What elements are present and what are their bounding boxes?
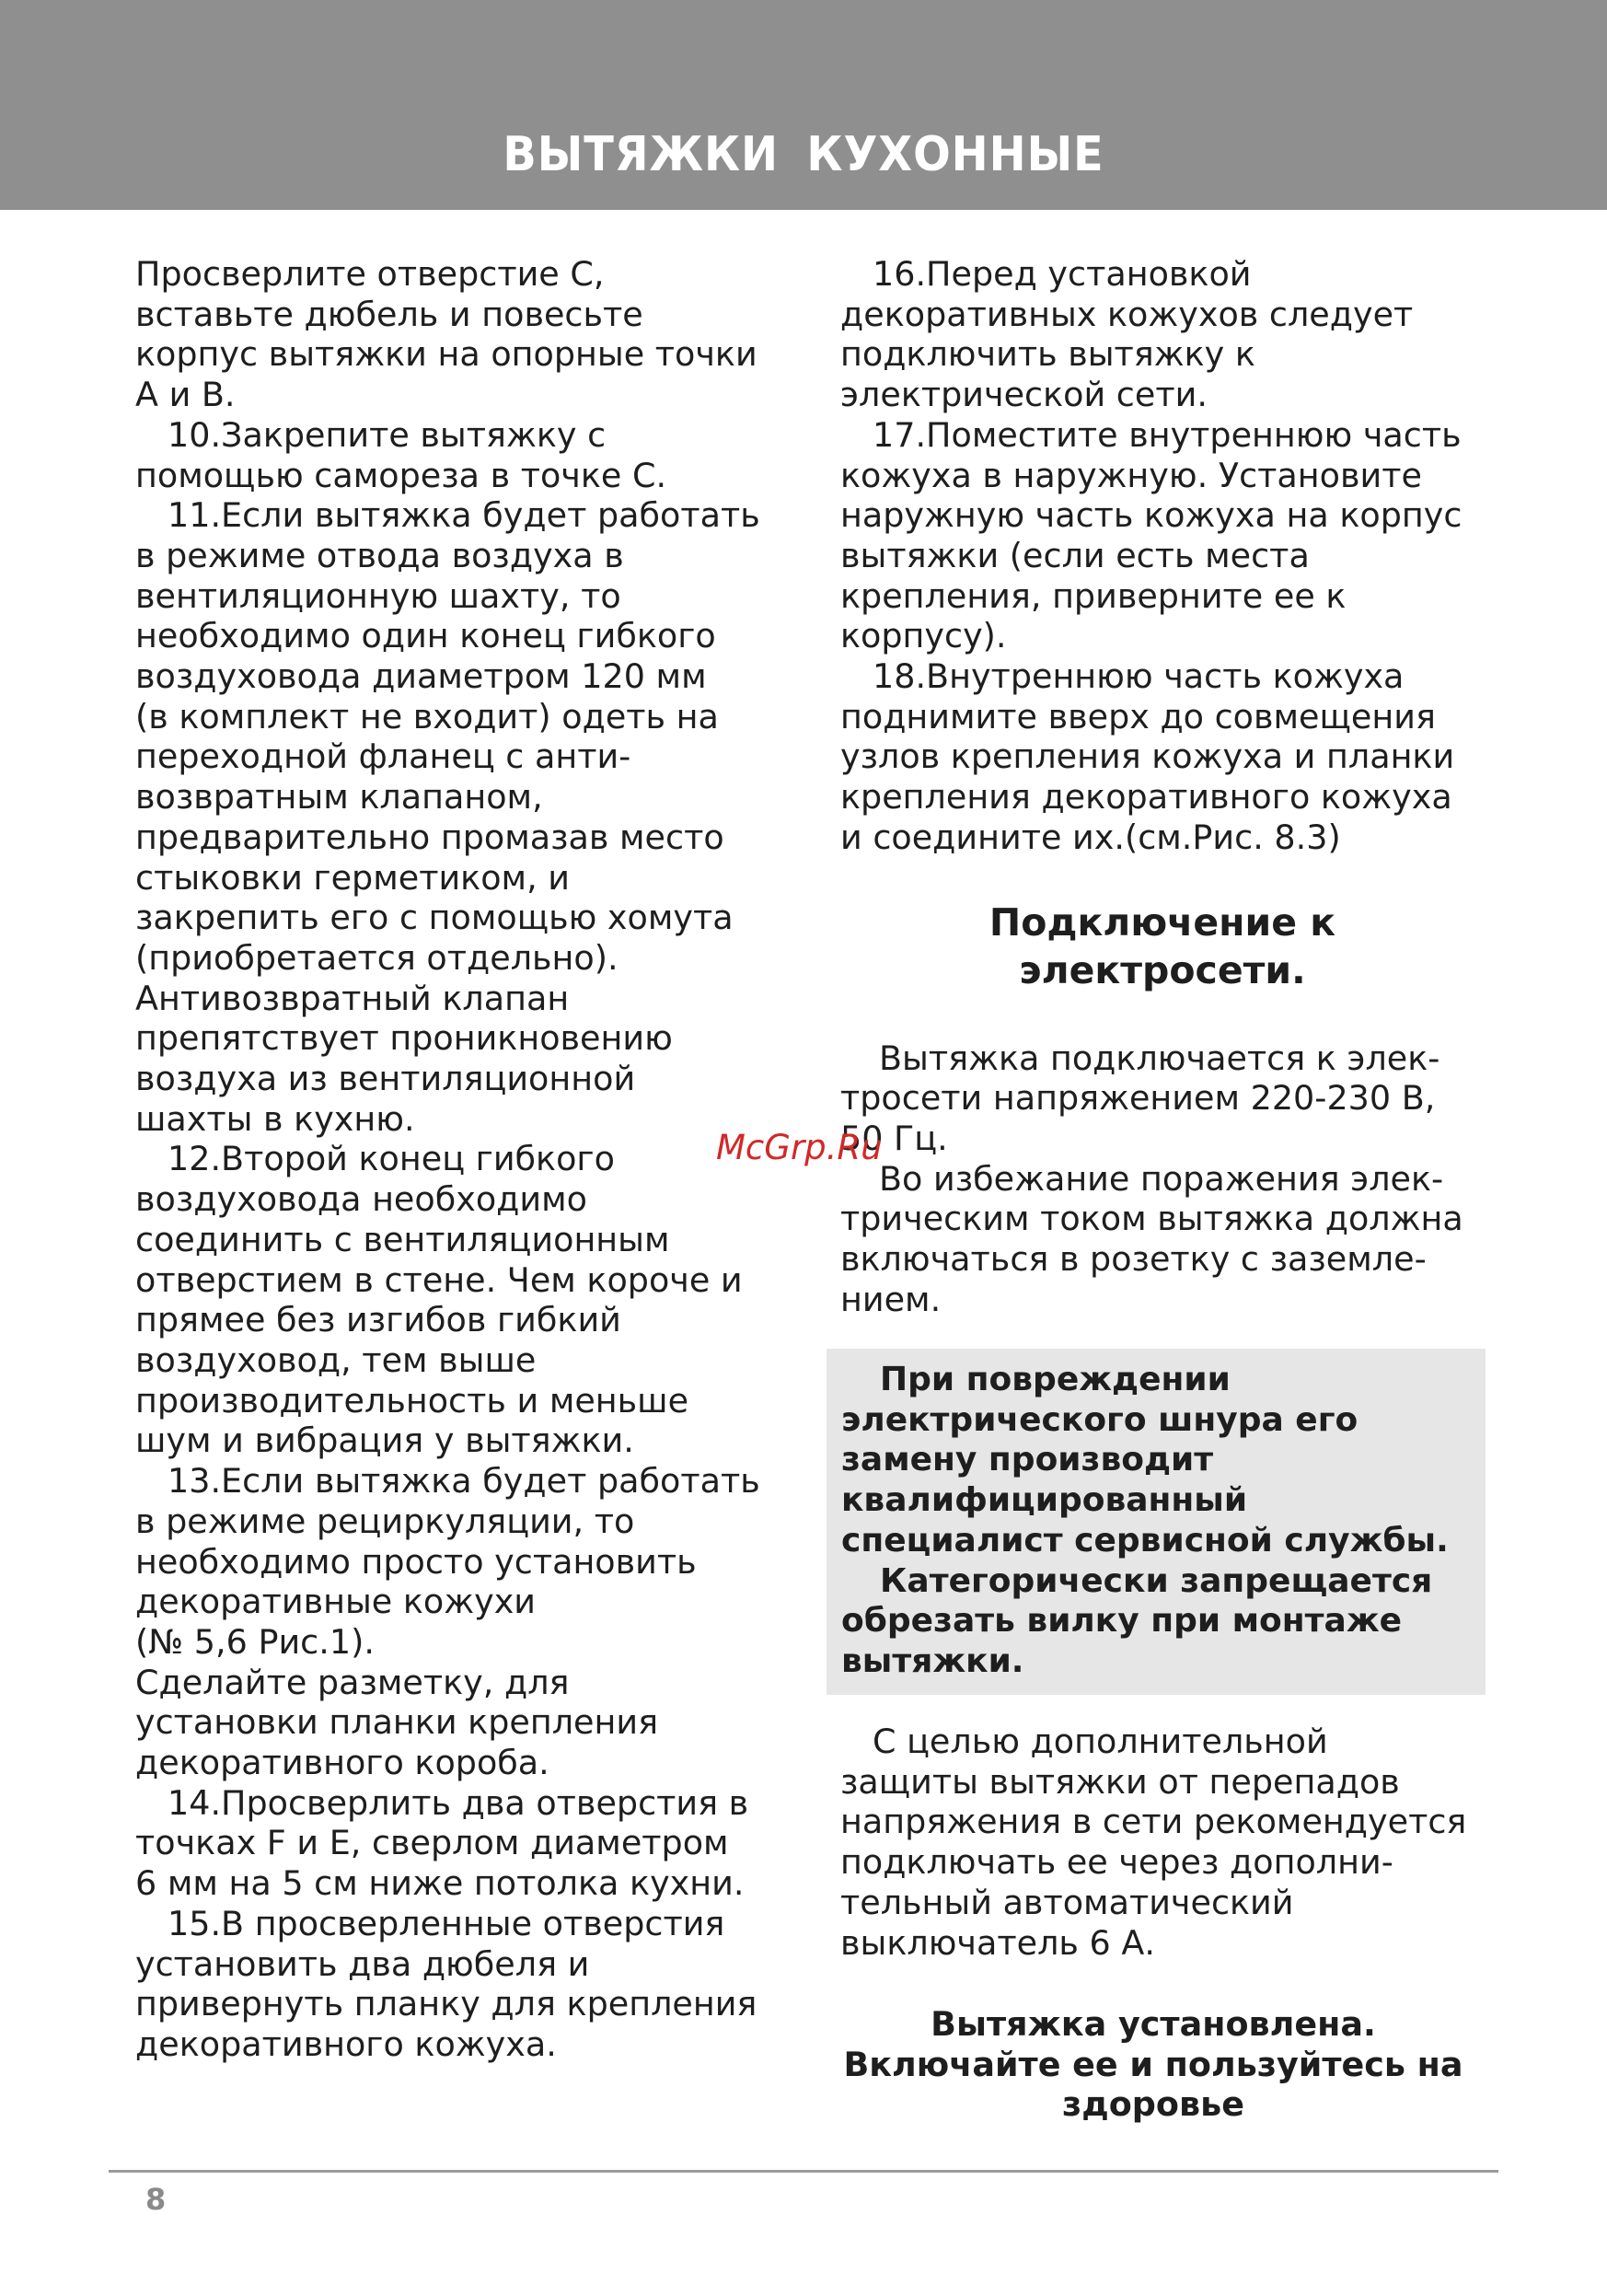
text-line: производительность и меньше bbox=[135, 1380, 689, 1421]
text-line: Сделайте разметку, для bbox=[135, 1662, 570, 1702]
text-line: возвратным клапаном, bbox=[135, 777, 543, 818]
text-line: вытяжки. bbox=[841, 1641, 1024, 1680]
section-heading-line-2: электросети. bbox=[1019, 947, 1306, 992]
final-note-line: Включайте ее и пользуйтесь на bbox=[843, 2044, 1463, 2084]
text-line: напряжения в сети рекомендуется bbox=[840, 1802, 1467, 1842]
text-line: стыковки герметиком, и bbox=[135, 857, 571, 898]
text-line: замену производит bbox=[841, 1441, 1214, 1479]
text-line: корпус вытяжки на опорные точки bbox=[135, 334, 757, 375]
text-line: помощью самореза в точке С. bbox=[135, 455, 667, 495]
section-heading bbox=[840, 899, 1485, 994]
warning-text bbox=[841, 1360, 1486, 1682]
text-line: отверстием в стене. Чем короче и bbox=[135, 1259, 743, 1300]
text-line: А и В. bbox=[135, 375, 236, 415]
text-line: воздуховода диаметром 120 мм bbox=[135, 656, 707, 697]
text-line: закрепить его с помощью хомута bbox=[135, 898, 734, 938]
text-line: включаться в розетку с заземле- bbox=[840, 1239, 1427, 1280]
text-line: декоративного кожуха. bbox=[135, 2023, 557, 2064]
text-line: установки планки крепления bbox=[135, 1702, 659, 1743]
text-line: узлов крепления кожуха и планки bbox=[840, 736, 1455, 777]
section-heading-line-1: Подключение к bbox=[988, 899, 1336, 945]
text-line: декоративные кожухи bbox=[135, 1582, 537, 1622]
text-line: электрической сети. bbox=[840, 375, 1208, 415]
connection-paragraph bbox=[840, 1038, 1485, 1320]
text-line: установить два дюбеля и bbox=[135, 1943, 590, 1984]
text-line: квалифицированный bbox=[841, 1481, 1248, 1520]
text-line: обрезать вилку при монтаже bbox=[841, 1602, 1403, 1641]
text-line: (в комплект не входит) одеть на bbox=[135, 696, 719, 736]
text-line: С целью дополнительной bbox=[873, 1722, 1328, 1761]
text-line: крепления декоративного кожуха bbox=[840, 777, 1452, 818]
text-line: прямее без изгибов гибкий bbox=[135, 1300, 621, 1340]
final-note-line: здоровье bbox=[1062, 2084, 1244, 2125]
final-note bbox=[840, 2004, 1466, 2125]
text-line: поднимите вверх до совмещения bbox=[840, 696, 1436, 736]
text-line: 14.Просверлить два отверстия в bbox=[168, 1782, 749, 1823]
text-line: и соедините их.(см.Рис. 8.3) bbox=[840, 817, 1341, 857]
text-line: вставьте дюбель и повесьте bbox=[135, 294, 643, 334]
text-line: декоративных кожухов следует bbox=[840, 294, 1414, 334]
footer-divider bbox=[109, 2170, 1498, 2173]
text-line: 10.Закрепите вытяжку с bbox=[168, 414, 607, 455]
text-line: Вытяжка подключается к элек- bbox=[879, 1038, 1440, 1078]
final-note-line: Вытяжка установлена. bbox=[931, 2004, 1376, 2044]
text-line: выключатель 6 А. bbox=[840, 1922, 1155, 1963]
text-line: соединить с вентиляционным bbox=[135, 1219, 670, 1259]
text-line: необходимо просто установить bbox=[135, 1541, 697, 1582]
text-line: подключать ее через дополни- bbox=[840, 1842, 1393, 1883]
text-line: кожуха в наружную. Установите bbox=[840, 455, 1422, 495]
text-line: декоративного короба. bbox=[135, 1743, 549, 1783]
text-line: 11.Если вытяжка будет работать bbox=[168, 495, 760, 536]
text-line: вентиляционную шахту, то bbox=[135, 575, 621, 616]
watermark: McGrp.Ru bbox=[716, 1128, 883, 1167]
text-line: (№ 5,6 Рис.1). bbox=[135, 1621, 375, 1662]
text-line: вытяжки (если есть места bbox=[840, 535, 1310, 575]
text-line: Антивозвратный клапан bbox=[135, 978, 570, 1018]
text-line: воздуха из вентиляционной bbox=[135, 1059, 636, 1099]
text-line: предварительно промазав место bbox=[135, 817, 724, 857]
text-line: защиты вытяжки от перепадов bbox=[840, 1761, 1400, 1802]
text-line: необходимо один конец гибкого bbox=[135, 616, 716, 656]
text-line: в режиме рециркуляции, то bbox=[135, 1501, 635, 1541]
text-line: 16.Перед установкой bbox=[873, 254, 1252, 294]
text-line: препятствует проникновению bbox=[135, 1018, 673, 1059]
text-line: воздуховода необходимо bbox=[135, 1179, 587, 1220]
text-line: 15.В просверленные отверстия bbox=[168, 1903, 725, 1943]
text-line: Во избежание поражения элек- bbox=[879, 1158, 1444, 1199]
page-title: ВЫТЯЖКИ КУХОННЫЕ bbox=[503, 127, 1104, 182]
text-line: (приобретается отдельно). bbox=[135, 937, 619, 978]
text-line: электрического шнура его bbox=[841, 1400, 1358, 1439]
text-line: 12.Второй конец гибкого bbox=[168, 1139, 615, 1179]
text-line: тельный автоматический bbox=[840, 1882, 1294, 1922]
text-line: подключить вытяжку к bbox=[840, 334, 1255, 375]
text-line: переходной фланец с анти- bbox=[135, 736, 631, 777]
text-line: 17.Поместите внутреннюю часть bbox=[873, 414, 1462, 455]
text-line: тросети напряжением 220-230 В, bbox=[840, 1078, 1436, 1119]
text-line: Просверлите отверстие C, bbox=[135, 254, 605, 294]
text-line: 18.Внутреннюю часть кожуха bbox=[873, 656, 1405, 697]
page-header bbox=[0, 0, 1607, 210]
text-line: 13.Если вытяжка будет работать bbox=[168, 1461, 760, 1502]
installation-steps-continued bbox=[840, 254, 1485, 858]
text-line: специалист сервисной службы. bbox=[841, 1521, 1449, 1560]
text-line: нием. bbox=[840, 1279, 942, 1319]
text-line: воздуховод, тем выше bbox=[135, 1339, 537, 1380]
text-line: 50 Гц. bbox=[840, 1118, 948, 1158]
protection-paragraph bbox=[840, 1722, 1485, 1963]
text-line: трическим током вытяжка должна bbox=[840, 1199, 1463, 1239]
text-line: крепления, приверните ее к bbox=[840, 575, 1347, 616]
text-line: шум и вибрация у вытяжки. bbox=[135, 1421, 634, 1461]
text-line: точках F и E, сверлом диаметром bbox=[135, 1823, 729, 1863]
text-line: шахты в кухню. bbox=[135, 1098, 415, 1139]
text-line: Категорически запрещается bbox=[880, 1561, 1433, 1600]
text-line: наружную часть кожуха на корпус bbox=[840, 495, 1462, 536]
text-line: в режиме отвода воздуха в bbox=[135, 535, 624, 575]
text-line: привернуть планку для крепления bbox=[135, 1984, 757, 2024]
text-line: При повреждении bbox=[880, 1361, 1231, 1398]
text-line: корпусу). bbox=[840, 616, 1007, 656]
page-number: 8 bbox=[145, 2182, 167, 2217]
right-column bbox=[840, 254, 1485, 1319]
left-column bbox=[135, 254, 770, 2065]
text-line: 6 мм на 5 см ниже потолка кухни. bbox=[135, 1863, 745, 1904]
